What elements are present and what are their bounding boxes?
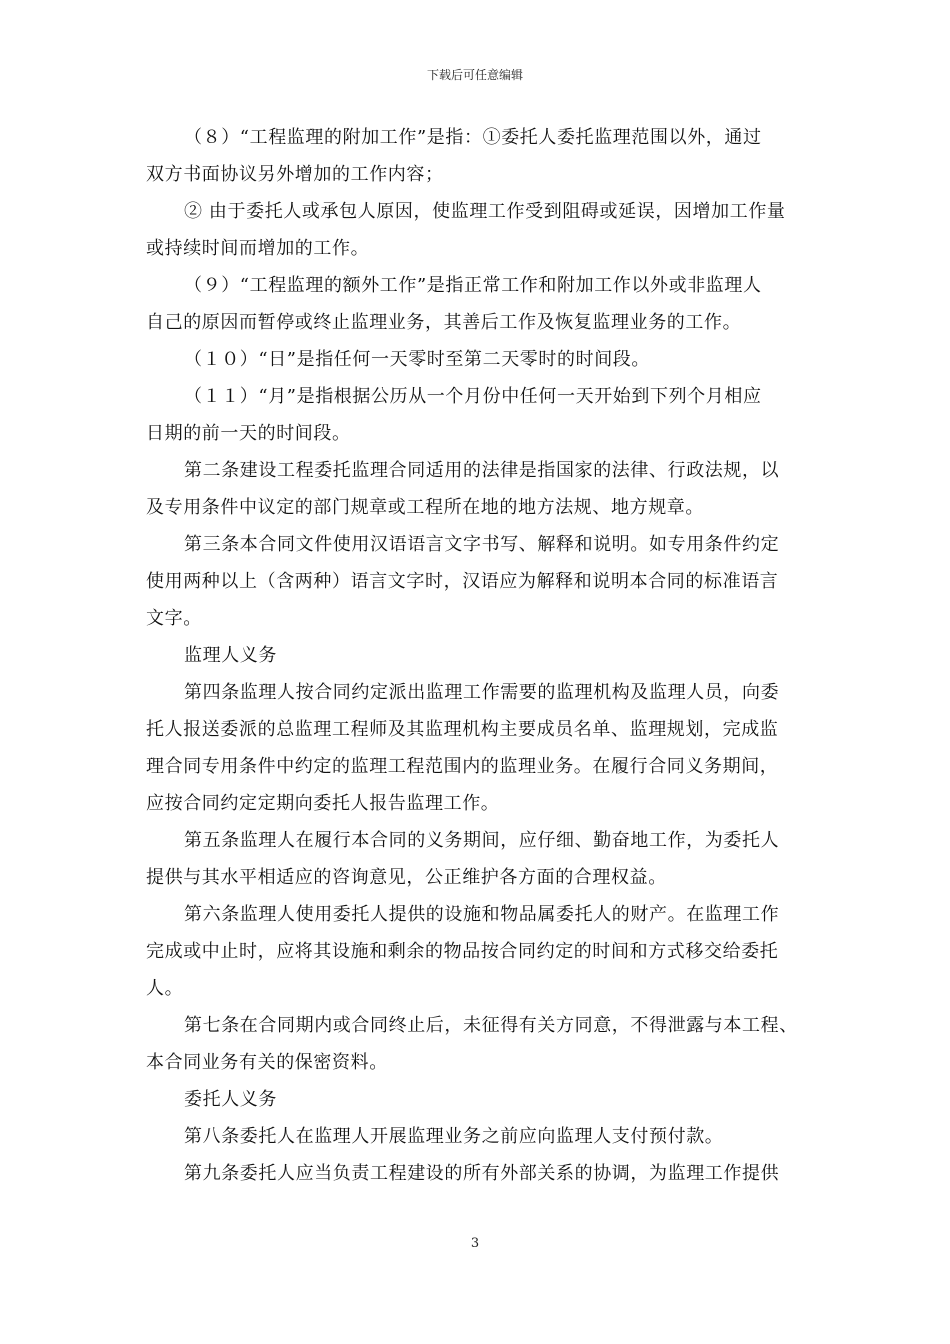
paragraph-10: （１０）“日”是指任何一天零时至第二天零时的时间段。 [184,349,651,370]
page-number: 3 [470,1236,480,1251]
article-8: 第八条委托人在监理人开展监理业务之前应向监理人支付预付款。 [184,1126,724,1147]
article-6: 第六条监理人使用委托人提供的设施和物品属委托人的财产。在监理工作 完成或中止时，应将其设施和剩余的物品按合同约定的时间和方式移交给委托 人。 [146,904,780,999]
article-5: 第五条监理人在履行本合同的义务期间，应仔细、勤奋地工作，为委托人 提供与其水平相适应的咨询意见，公正维护各方面的合理权益。 [146,830,780,888]
article-3: 第三条本合同文件使用汉语语言文字书写、解释和说明。如专用条件约定 使用两种以上（含两种）语言文字时，汉语应为解释和说明本合同的标准语言 文字。 [146,534,780,629]
paragraph-9: （９）“工程监理的额外工作”是指正常工作和附加工作以外或非监理人 自己的原因而暂停或终止监理业务，其善后工作及恢复监理业务的工作。 [146,275,762,333]
article-2: 第二条建设工程委托监理合同适用的法律是指国家的法律、行政法规，以 及专用条件中议定的部门规章或工程所在地的地方法规、地方规章。 [146,460,780,518]
section-heading-client-obligations: 委托人义务 [184,1089,277,1110]
paragraph-8: （８）“工程监理的附加工作”是指：①委托人委托监理范围以外，通过 双方书面协议另外增加的工作内容； [146,127,762,185]
article-9: 第九条委托人应当负责工程建设的所有外部关系的协调，为监理工作提供 [184,1163,780,1184]
article-4: 第四条监理人按合同约定派出监理工作需要的监理机构及监理人员，向委 托人报送委派的总监理工程师及其监理机构主要成员名单、监理规划，完成监 理合同专用条件中约定的监理工程范围内的监理业务。在履行合同义务期间， 应按合同约定定期向委托人报告监理工作。 [146,682,780,814]
article-7: 第七条在合同期内或合同终止后，未征得有关方同意，不得泄露与本工程、 本合同业务有关的保密资料。 [146,1015,798,1073]
section-heading-supervisor-obligations: 监理人义务 [184,645,277,666]
document-body [146,119,814,1192]
paragraph-8-item-2: ② 由于委托人或承包人原因，使监理工作受到阻碍或延误，因增加工作量 或持续时间而增加的工作。 [146,201,786,259]
page-header: 下载后可任意编辑 [426,68,523,82]
paragraph-11: （１１）“月”是指根据公历从一个月份中任何一天开始到下列个月相应 日期的前一天的时间段。 [146,386,762,444]
